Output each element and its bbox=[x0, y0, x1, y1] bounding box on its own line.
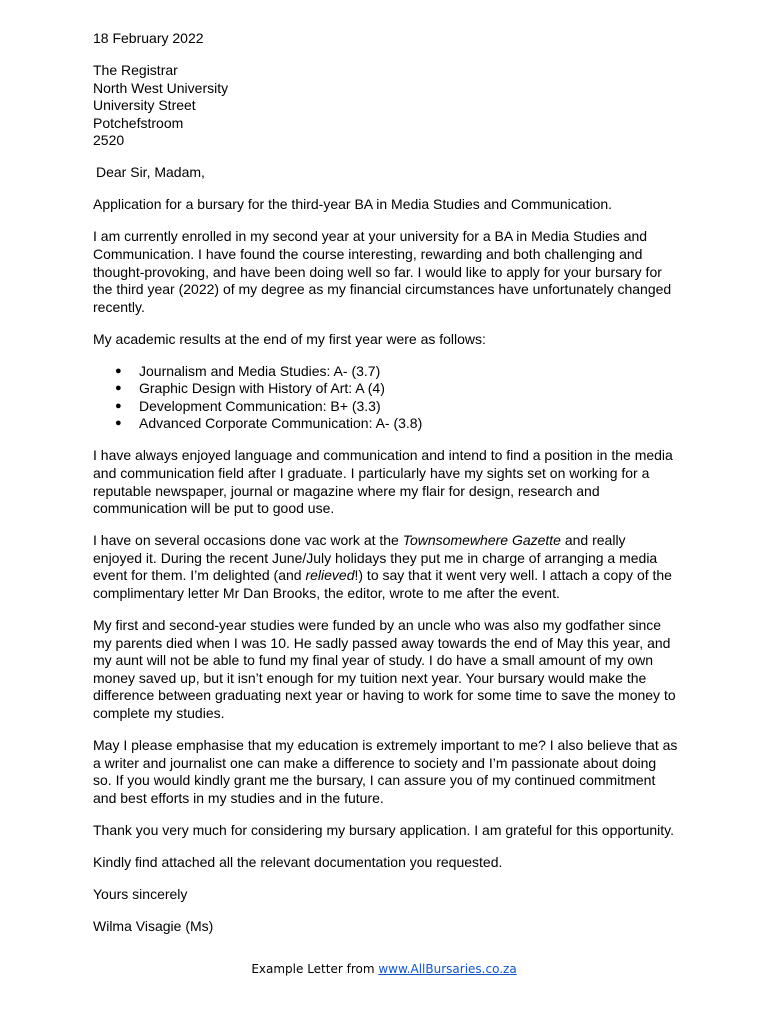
address-line: North West University bbox=[93, 79, 229, 96]
allbursaries-link[interactable]: www.AllBursaries.co.za bbox=[378, 962, 517, 976]
results-list bbox=[93, 363, 678, 433]
signature: Wilma Visagie (Ms) bbox=[93, 917, 214, 934]
list-item: ● Graphic Design with History of Art: A (4) bbox=[115, 380, 385, 397]
body-paragraph-thanks: Thank you very much for considering my bursary application. I am grateful for this opportunity. bbox=[93, 821, 675, 838]
closing: Yours sincerely bbox=[93, 885, 188, 902]
publication-name: Townsomewhere Gazette bbox=[402, 532, 561, 549]
list-item: ● Journalism and Media Studies: A- (3.7) bbox=[115, 362, 381, 379]
bullet-icon: ● bbox=[115, 382, 122, 395]
body-paragraph-commitment: May I please emphasise that my education is extremely important to me? I also believe that as a writer and journalist one can make a difference to society and I’m passionate about doing so. If you would kindly grant me the bursary, I can assure you of my continued commitment and best efforts in my studies and in the future. bbox=[93, 736, 678, 806]
bullet-icon: ● bbox=[115, 417, 122, 430]
list-item: ● Advanced Corporate Communication: A- (3.8) bbox=[115, 415, 423, 432]
letter-date: 18 February 2022 bbox=[93, 30, 204, 46]
recipient-address bbox=[93, 62, 678, 150]
body-paragraph-enrollment: I am currently enrolled in my second year at your university for a BA in Media Studies and Communication. I have found the course interesting, rewarding and both challenging and thought-provoking, and have been doing well so far. I would like to apply for your bursary for the third year (2022) of my degree as my financial circumstances have unfortunately changed recently. bbox=[93, 228, 672, 315]
bullet-icon: ● bbox=[115, 364, 122, 377]
address-line: University Street bbox=[93, 97, 196, 114]
address-line: Potchefstroom bbox=[93, 114, 184, 131]
address-line: 2520 bbox=[93, 132, 125, 149]
results-intro: My academic results at the end of my first year were as follows: bbox=[93, 330, 486, 347]
body-paragraph-vac-work: I have on several occasions done vac work at the Townsomewhere Gazette and really enjoyed it. During the recent June/July holidays they put me in charge of arranging a media event for them. I’m delighted (and relieved!) to say that it went very well. I attach a copy of the complimentary letter Mr Dan Brooks, the editor, wrote to me after the event. bbox=[93, 532, 672, 601]
salutation: Dear Sir, Madam, bbox=[96, 164, 205, 181]
body-paragraph-attachments: Kindly find attached all the relevant documentation you requested. bbox=[93, 853, 503, 870]
list-item: ● Development Communication: B+ (3.3) bbox=[115, 397, 381, 414]
body-paragraph-career: I have always enjoyed language and communication and intend to find a position in the media and communication field after I graduate. I particularly have my sights set on working for a reputable newspaper, journal or magazine where my flair for design, research and communication will be put to good use. bbox=[93, 447, 673, 517]
footer-prefix: Example Letter from bbox=[251, 962, 379, 976]
footer-note bbox=[0, 961, 768, 977]
body-paragraph-funding: My first and second-year studies were funded by an uncle who was also my godfather since my parents died when I was 10. He sadly passed away towards the end of May this year, and my aunt will not be able to fund my final year of study. I do have a small amount of my own money saved up, but it isn’t enough for my tuition next year. Your bursary would make the difference between graduating next year or having to work for some time to save the money to complete my studies. bbox=[93, 616, 676, 721]
emphasis-word: relieved bbox=[305, 567, 355, 584]
bullet-icon: ● bbox=[115, 399, 122, 412]
subject-line: Application for a bursary for the third-year BA in Media Studies and Communication. bbox=[93, 196, 613, 213]
address-line: The Registrar bbox=[93, 61, 178, 78]
